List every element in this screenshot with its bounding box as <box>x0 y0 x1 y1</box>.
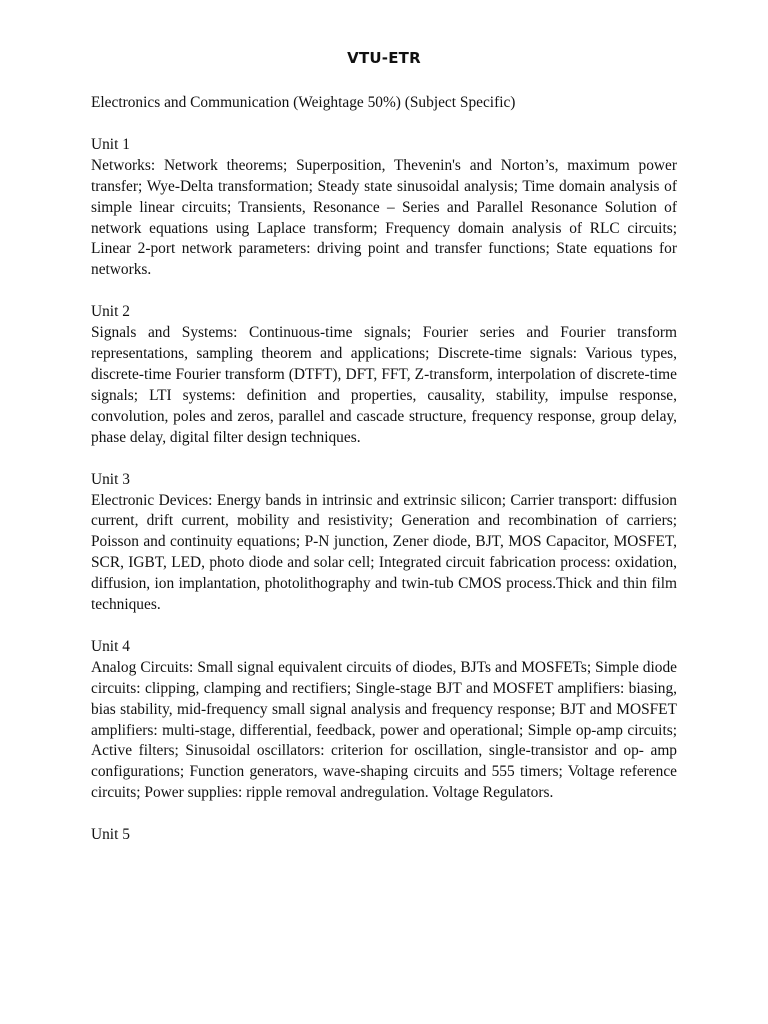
unit-heading: Unit 4 <box>91 637 130 655</box>
document-title: VTU-ETR <box>347 49 421 67</box>
document-content <box>91 93 677 867</box>
subject-heading: Electronics and Communication (Weightage 50%) (Subject Specific) <box>91 94 516 111</box>
unit-heading: Unit 5 <box>91 826 130 844</box>
unit-body: Networks: Network theorems; Superposition, Thevenin's and Norton’s, maximum power transfer; Wye-Delta transformation; Steady state sinusoidal analysis; Time domain analysis of simple linear circuits; Transients, Resonance – Series and Parallel Resonance Solution of network equations using Laplace transform; Frequency domain analysis of RLC circuits; Linear 2-port network parameters: driving point and transfer functions; State equations for networks. <box>91 156 677 279</box>
unit-body: Signals and Systems: Continuous-time signals; Fourier series and Fourier transform representations, sampling theorem and applications; Discrete-time signals: Various types, discrete-time Fourier transform (DTFT), DFT, FFT, Z-transform, interpolation of discrete-time signals; LTI systems: definition and properties, causality, stability, impulse response, convolution, poles and zeros, parallel and cascade structure, frequency response, group delay, phase delay, digital filter design techniques. <box>91 324 677 446</box>
unit-body: Analog Circuits: Small signal equivalent circuits of diodes, BJTs and MOSFETs; Simple diode circuits: clipping, clamping and rectifiers; Single-stage BJT and MOSFET amplifiers: biasing, bias stability, mid-frequency small signal analysis and frequency response; BJT and MOSFET amplifiers: multi-stage, differential, feedback, power and operational; Simple op-amp circuits; Active filters; Sinusoidal oscillators: criterion for oscillation, single-transistor and op- amp configurations; Function generators, wave-shaping circuits and 555 timers; Voltage reference circuits; Power supplies: ripple removal andregulation. Voltage Regulators. <box>91 658 677 802</box>
unit-section-3 <box>91 470 677 616</box>
unit-section-5 <box>91 825 677 846</box>
unit-body: Electronic Devices: Energy bands in intrinsic and extrinsic silicon; Carrier transport: diffusion current, drift current, mobility and resistivity; Generation and recombination of carriers; Poisson and continuity equations; P-N junction, Zener diode, BJT, MOS Capacitor, MOSFET, SCR, IGBT, LED, photo diode and solar cell; Integrated circuit fabrication process: oxidation, diffusion, ion implantation, photolithography and twin-tub CMOS process.Thick and thin film techniques. <box>91 491 677 614</box>
unit-heading: Unit 2 <box>91 303 130 321</box>
unit-section-4 <box>91 637 677 804</box>
unit-heading: Unit 3 <box>91 470 130 488</box>
unit-section-2 <box>91 302 677 448</box>
unit-heading: Unit 1 <box>91 135 130 153</box>
unit-section-1 <box>91 135 677 281</box>
